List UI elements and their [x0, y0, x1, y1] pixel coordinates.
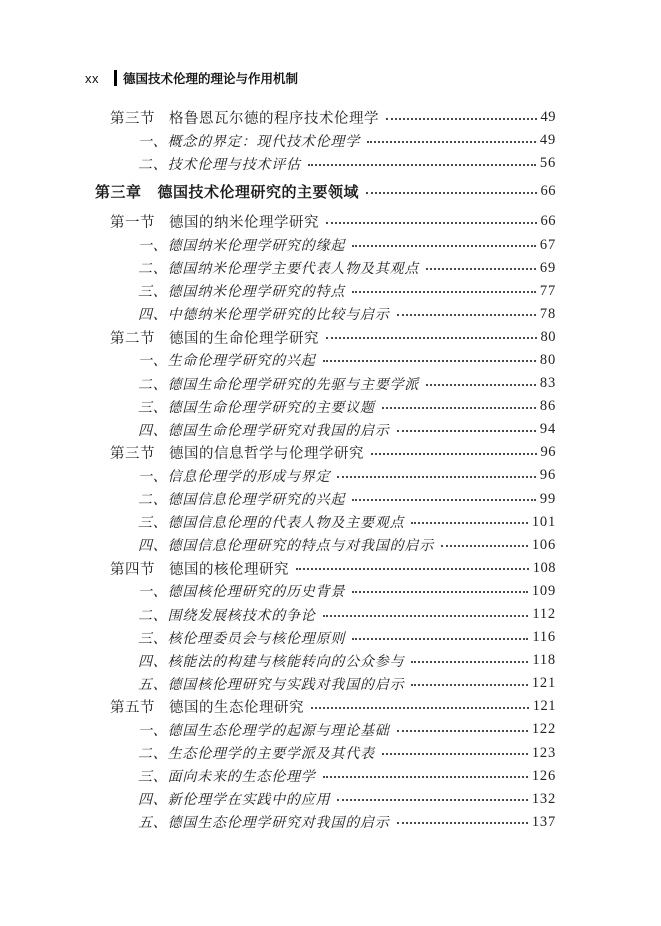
toc-entry-label: 五、	[138, 816, 168, 832]
header-divider-bar	[114, 70, 117, 86]
toc-entry-label: 三、	[138, 770, 168, 786]
dot-leader	[326, 222, 537, 224]
toc-entry-label: 第四节	[110, 561, 155, 578]
toc-entry-label: 四、	[138, 308, 168, 324]
toc-page-number: 101	[531, 513, 556, 530]
toc-entry-title: 新伦理学在实践中的应用	[167, 793, 331, 809]
toc-page-number: 99	[539, 490, 556, 507]
toc-entry-title: 德国纳米伦理学研究的缘起	[167, 239, 346, 255]
toc-row	[95, 372, 556, 395]
toc-entry-title: 德国信息伦理的代表人物及主要观点	[167, 516, 405, 532]
toc-entry-label: 四、	[138, 793, 168, 809]
toc-page-number: 112	[532, 606, 556, 623]
toc-page-number: 77	[539, 282, 556, 299]
toc-row	[95, 603, 556, 626]
toc-row	[95, 765, 556, 788]
toc-entry-label: 第二节	[110, 330, 155, 347]
toc-entry-title: 德国核伦理研究与实践对我国的启示	[167, 677, 405, 693]
dot-leader	[397, 430, 536, 432]
toc-page-number: 123	[531, 744, 556, 761]
dot-leader	[411, 684, 527, 686]
toc-page-number: 108	[532, 559, 556, 576]
toc-entry-label: 第五节	[110, 700, 155, 717]
toc-entry-label: 三、	[138, 400, 168, 416]
toc-entry-title: 德国生命伦理学研究的先驱与主要学派	[167, 377, 420, 393]
toc-entry-title: 德国生态伦理学的起源与理论基础	[167, 723, 390, 739]
toc-row	[95, 626, 556, 649]
toc-entry-label: 第三节	[110, 446, 155, 463]
toc-entry-title: 德国纳米伦理学主要代表人物及其观点	[167, 262, 420, 278]
toc-row	[95, 233, 556, 256]
dot-leader	[386, 118, 537, 120]
toc-page-number: 67	[539, 236, 556, 253]
table-of-contents	[95, 106, 556, 834]
dot-leader	[367, 141, 536, 143]
toc-page-number: 118	[532, 652, 556, 669]
toc-page-number: 96	[539, 467, 556, 484]
dot-leader	[366, 192, 536, 194]
toc-page-number: 56	[539, 155, 556, 172]
toc-entry-title: 生命伦理学研究的兴起	[167, 354, 316, 370]
toc-page-number: 66	[540, 213, 556, 230]
toc-entry-title: 德国生命伦理学研究对我国的启示	[167, 423, 390, 439]
toc-row	[95, 349, 556, 372]
toc-page-number: 132	[531, 790, 556, 807]
header-book-title: 德国技术伦理的理论与作用机制	[123, 72, 299, 86]
toc-entry-title: 德国的信息哲学与伦理学研究	[169, 446, 364, 463]
toc-entry-label: 一、	[138, 354, 168, 370]
toc-entry-label: 二、	[138, 608, 168, 624]
toc-entry-label: 二、	[138, 157, 168, 173]
page-folio: xx	[85, 70, 99, 86]
toc-page-number: 80	[539, 351, 556, 368]
dot-leader	[323, 776, 528, 778]
toc-entry-label: 二、	[138, 377, 168, 393]
toc-entry-title: 德国的纳米伦理学研究	[169, 215, 319, 232]
toc-entry-label: 一、	[138, 239, 168, 255]
toc-row	[95, 441, 556, 464]
toc-row	[95, 695, 556, 718]
toc-entry-title: 面向未来的生态伦理学	[167, 770, 316, 786]
toc-row	[95, 180, 556, 203]
dot-leader	[337, 799, 527, 801]
toc-entry-title: 信息伦理学的形成与界定	[167, 469, 331, 485]
dot-leader	[337, 476, 535, 478]
dot-leader	[323, 360, 536, 362]
toc-page-number: 94	[539, 421, 556, 438]
dot-leader	[352, 291, 536, 293]
dot-leader	[426, 384, 536, 386]
dot-leader	[308, 164, 536, 166]
toc-page-number: 66	[540, 183, 556, 200]
toc-row	[95, 326, 556, 349]
toc-entry-title: 德国的核伦理研究	[169, 561, 289, 578]
toc-entry-title: 概念的界定：现代技术伦理学	[167, 134, 361, 150]
toc-row	[95, 580, 556, 603]
toc-entry-label: 四、	[138, 539, 168, 555]
toc-page-number: 109	[531, 582, 556, 599]
toc-row	[95, 257, 556, 280]
toc-entry-title: 生态伦理学的主要学派及其代表	[167, 747, 375, 763]
toc-row	[95, 742, 556, 765]
toc-entry-title: 德国技术伦理研究的主要领域	[157, 184, 360, 202]
toc-row	[95, 672, 556, 695]
dot-leader	[426, 268, 536, 270]
toc-entry-label: 一、	[138, 723, 168, 739]
toc-page-number: 96	[540, 444, 556, 461]
running-header	[85, 69, 298, 87]
toc-entry-label: 二、	[138, 747, 168, 763]
dot-leader	[371, 453, 537, 455]
toc-row	[95, 811, 556, 834]
toc-entry-title: 德国生命伦理学研究的主要议题	[167, 400, 375, 416]
toc-page-number: 69	[539, 259, 556, 276]
toc-row	[95, 129, 556, 152]
toc-page-number: 86	[539, 398, 556, 415]
toc-entry-label: 一、	[138, 585, 168, 601]
dot-leader	[382, 753, 528, 755]
toc-entry-title: 德国纳米伦理学研究的特点	[167, 285, 346, 301]
toc-entry-title: 德国的生态伦理研究	[169, 700, 304, 717]
toc-entry-title: 围绕发展核技术的争论	[167, 608, 316, 624]
dot-leader	[411, 661, 528, 663]
toc-row	[95, 557, 556, 580]
toc-page-number: 121	[532, 698, 556, 715]
dot-leader	[382, 407, 536, 409]
dot-leader	[352, 591, 528, 593]
dot-leader	[397, 730, 528, 732]
toc-entry-label: 四、	[138, 423, 168, 439]
toc-row	[95, 106, 556, 129]
toc-page-number: 137	[531, 813, 556, 830]
dot-leader	[441, 545, 528, 547]
toc-entry-label: 三、	[138, 285, 168, 301]
toc-row	[95, 210, 556, 233]
toc-row	[95, 718, 556, 741]
toc-entry-title: 核能法的构建与核能转向的公众参与	[167, 654, 405, 670]
dot-leader	[397, 314, 536, 316]
toc-entry-title: 德国的生命伦理学研究	[169, 330, 319, 347]
toc-entry-label: 五、	[138, 677, 168, 693]
toc-row	[95, 303, 556, 326]
toc-page-number: 121	[531, 675, 556, 692]
toc-page-number: 116	[532, 629, 556, 646]
toc-entry-label: 第三章	[95, 184, 142, 202]
toc-page-number: 126	[531, 767, 556, 784]
toc-entry-label: 二、	[138, 262, 168, 278]
toc-page-number: 83	[539, 375, 556, 392]
toc-page-number: 78	[539, 305, 556, 322]
toc-entry-title: 技术伦理与技术评估	[167, 157, 301, 173]
toc-row	[95, 649, 556, 672]
dot-leader	[397, 822, 528, 824]
toc-entry-title: 德国生态伦理学研究对我国的启示	[167, 816, 390, 832]
toc-page-number: 49	[539, 132, 556, 149]
dot-leader	[323, 615, 529, 617]
toc-entry-label: 一、	[138, 469, 168, 485]
dot-leader	[352, 499, 536, 501]
toc-entry-label: 第一节	[110, 215, 155, 232]
toc-page-number: 49	[540, 109, 556, 126]
dot-leader	[296, 568, 529, 570]
dot-leader	[411, 522, 527, 524]
toc-page-number: 122	[531, 721, 556, 738]
toc-row	[95, 534, 556, 557]
toc-entry-title: 核伦理委员会与核伦理原则	[167, 631, 346, 647]
dot-leader	[352, 638, 528, 640]
toc-entry-label: 四、	[138, 654, 168, 670]
toc-entry-title: 德国核伦理研究的历史背景	[167, 585, 346, 601]
toc-row	[95, 280, 556, 303]
toc-entry-label: 三、	[138, 631, 168, 647]
dot-leader	[326, 337, 537, 339]
toc-entry-title: 中德纳米伦理学研究的比较与启示	[167, 308, 390, 324]
toc-entry-label: 二、	[138, 493, 168, 509]
toc-entry-title: 格鲁恩瓦尔德的程序技术伦理学	[169, 111, 379, 128]
dot-leader	[352, 245, 536, 247]
dot-leader	[311, 707, 529, 709]
toc-row	[95, 418, 556, 441]
toc-entry-label: 三、	[138, 516, 168, 532]
toc-row	[95, 788, 556, 811]
toc-row	[95, 511, 556, 534]
toc-row	[95, 395, 556, 418]
toc-page-number: 106	[531, 536, 556, 553]
toc-entry-title: 德国信息伦理学研究的兴起	[167, 493, 346, 509]
toc-row	[95, 488, 556, 511]
toc-entry-title: 德国信息伦理研究的特点与对我国的启示	[167, 539, 435, 555]
toc-page-number: 80	[540, 328, 556, 345]
toc-entry-label: 第三节	[110, 111, 155, 128]
toc-row	[95, 152, 556, 175]
toc-row	[95, 464, 556, 487]
toc-entry-label: 一、	[138, 134, 168, 150]
